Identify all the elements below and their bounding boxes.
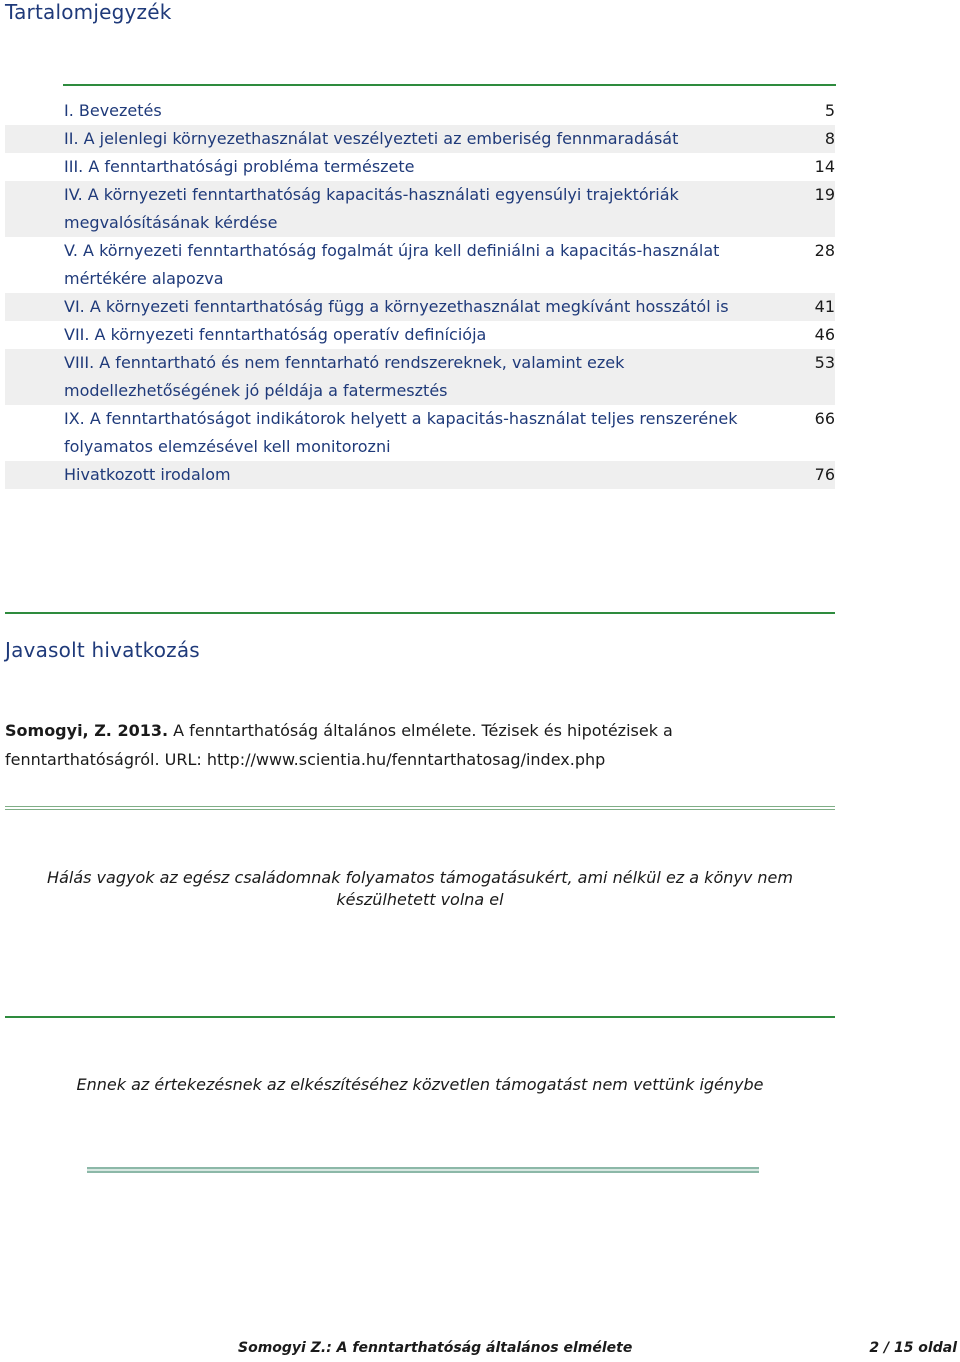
toc-item-page: 28: [814, 241, 835, 260]
toc-item-page: 53: [814, 353, 835, 372]
toc-item[interactable]: [5, 293, 835, 321]
toc-item-title: II. A jelenlegi környezethasználat veszélyezteti az emberiség fennmaradását: [64, 129, 679, 148]
footer-running-title: Somogyi Z.: A fenntarthatóság általános elmélete: [238, 1340, 633, 1356]
toc-item-title: V. A környezeti fenntarthatóság fogalmát újra kell definiálni a kapacitás-használat mértékére alapozva: [64, 241, 720, 288]
citation-text: [5, 716, 805, 774]
toc-item-page: 19: [814, 185, 835, 204]
table-of-contents: [5, 97, 835, 489]
toc-top-rule: [63, 84, 836, 86]
toc-item[interactable]: [5, 181, 835, 237]
citation-heading: Javasolt hivatkozás: [5, 638, 200, 662]
toc-item-page: 66: [814, 409, 835, 428]
toc-item-title: VIII. A fenntartható és nem fenntarható rendszereknek, valamint ezek modellezhetőségének jó példája a fatermesztés: [64, 353, 625, 400]
toc-item-title: IV. A környezeti fenntarthatóság kapacitás-használati egyensúlyi trajektóriák megvalósításának kérdése: [64, 185, 679, 232]
toc-item-title: I. Bevezetés: [64, 101, 162, 120]
toc-item-title: III. A fenntarthatósági probléma természete: [64, 157, 415, 176]
dedication-text: Hálás vagyok az egész családomnak folyamatos támogatásukért, ami nélkül ez a könyv nem készülhetett volna el: [47, 868, 793, 909]
citation-top-rule: [5, 612, 835, 614]
footer-page-info: 2 / 15 oldal: [869, 1340, 957, 1356]
divider: [5, 809, 835, 810]
toc-item-page: 8: [824, 129, 835, 148]
toc-item[interactable]: [5, 349, 835, 405]
toc-item-title: VI. A környezeti fenntarthatóság függ a környezethasználat megkívánt hosszától is: [64, 297, 729, 316]
citation-author-year: Somogyi, Z. 2013.: [5, 721, 169, 740]
toc-item-page: 41: [814, 297, 835, 316]
toc-item[interactable]: [5, 125, 835, 153]
toc-item[interactable]: [5, 237, 835, 293]
toc-heading: Tartalomjegyzék: [5, 0, 172, 24]
toc-item-title: IX. A fenntarthatóságot indikátorok helyett a kapacitás-használat teljes renszerének folyamatos elemzésével kell monitorozni: [64, 409, 738, 456]
toc-item-title: Hivatkozott irodalom: [64, 465, 231, 484]
decorative-bar: [87, 1167, 759, 1173]
funding-note: Ennek az értekezésnek az elkészítéséhez közvetlen támogatást nem vettünk igénybe: [76, 1075, 764, 1094]
toc-item[interactable]: [5, 405, 835, 461]
toc-item-page: 46: [814, 325, 835, 344]
toc-item-page: 14: [814, 157, 835, 176]
toc-item[interactable]: [5, 153, 835, 181]
toc-item-page: 76: [814, 465, 835, 484]
divider: [5, 1016, 835, 1018]
toc-item[interactable]: [5, 97, 835, 125]
toc-item-page: 5: [824, 101, 835, 120]
toc-item-title: VII. A környezeti fenntarthatóság operatív definíciója: [64, 325, 487, 344]
toc-item[interactable]: [5, 461, 835, 489]
toc-item[interactable]: [5, 321, 835, 349]
divider: [5, 806, 835, 807]
citation-body: A fenntarthatóság általános elmélete. Tézisek és hipotézisek a fenntarthatóságról. URL: http://www.scientia.hu/fenntarthatosag/index.php: [5, 721, 673, 769]
